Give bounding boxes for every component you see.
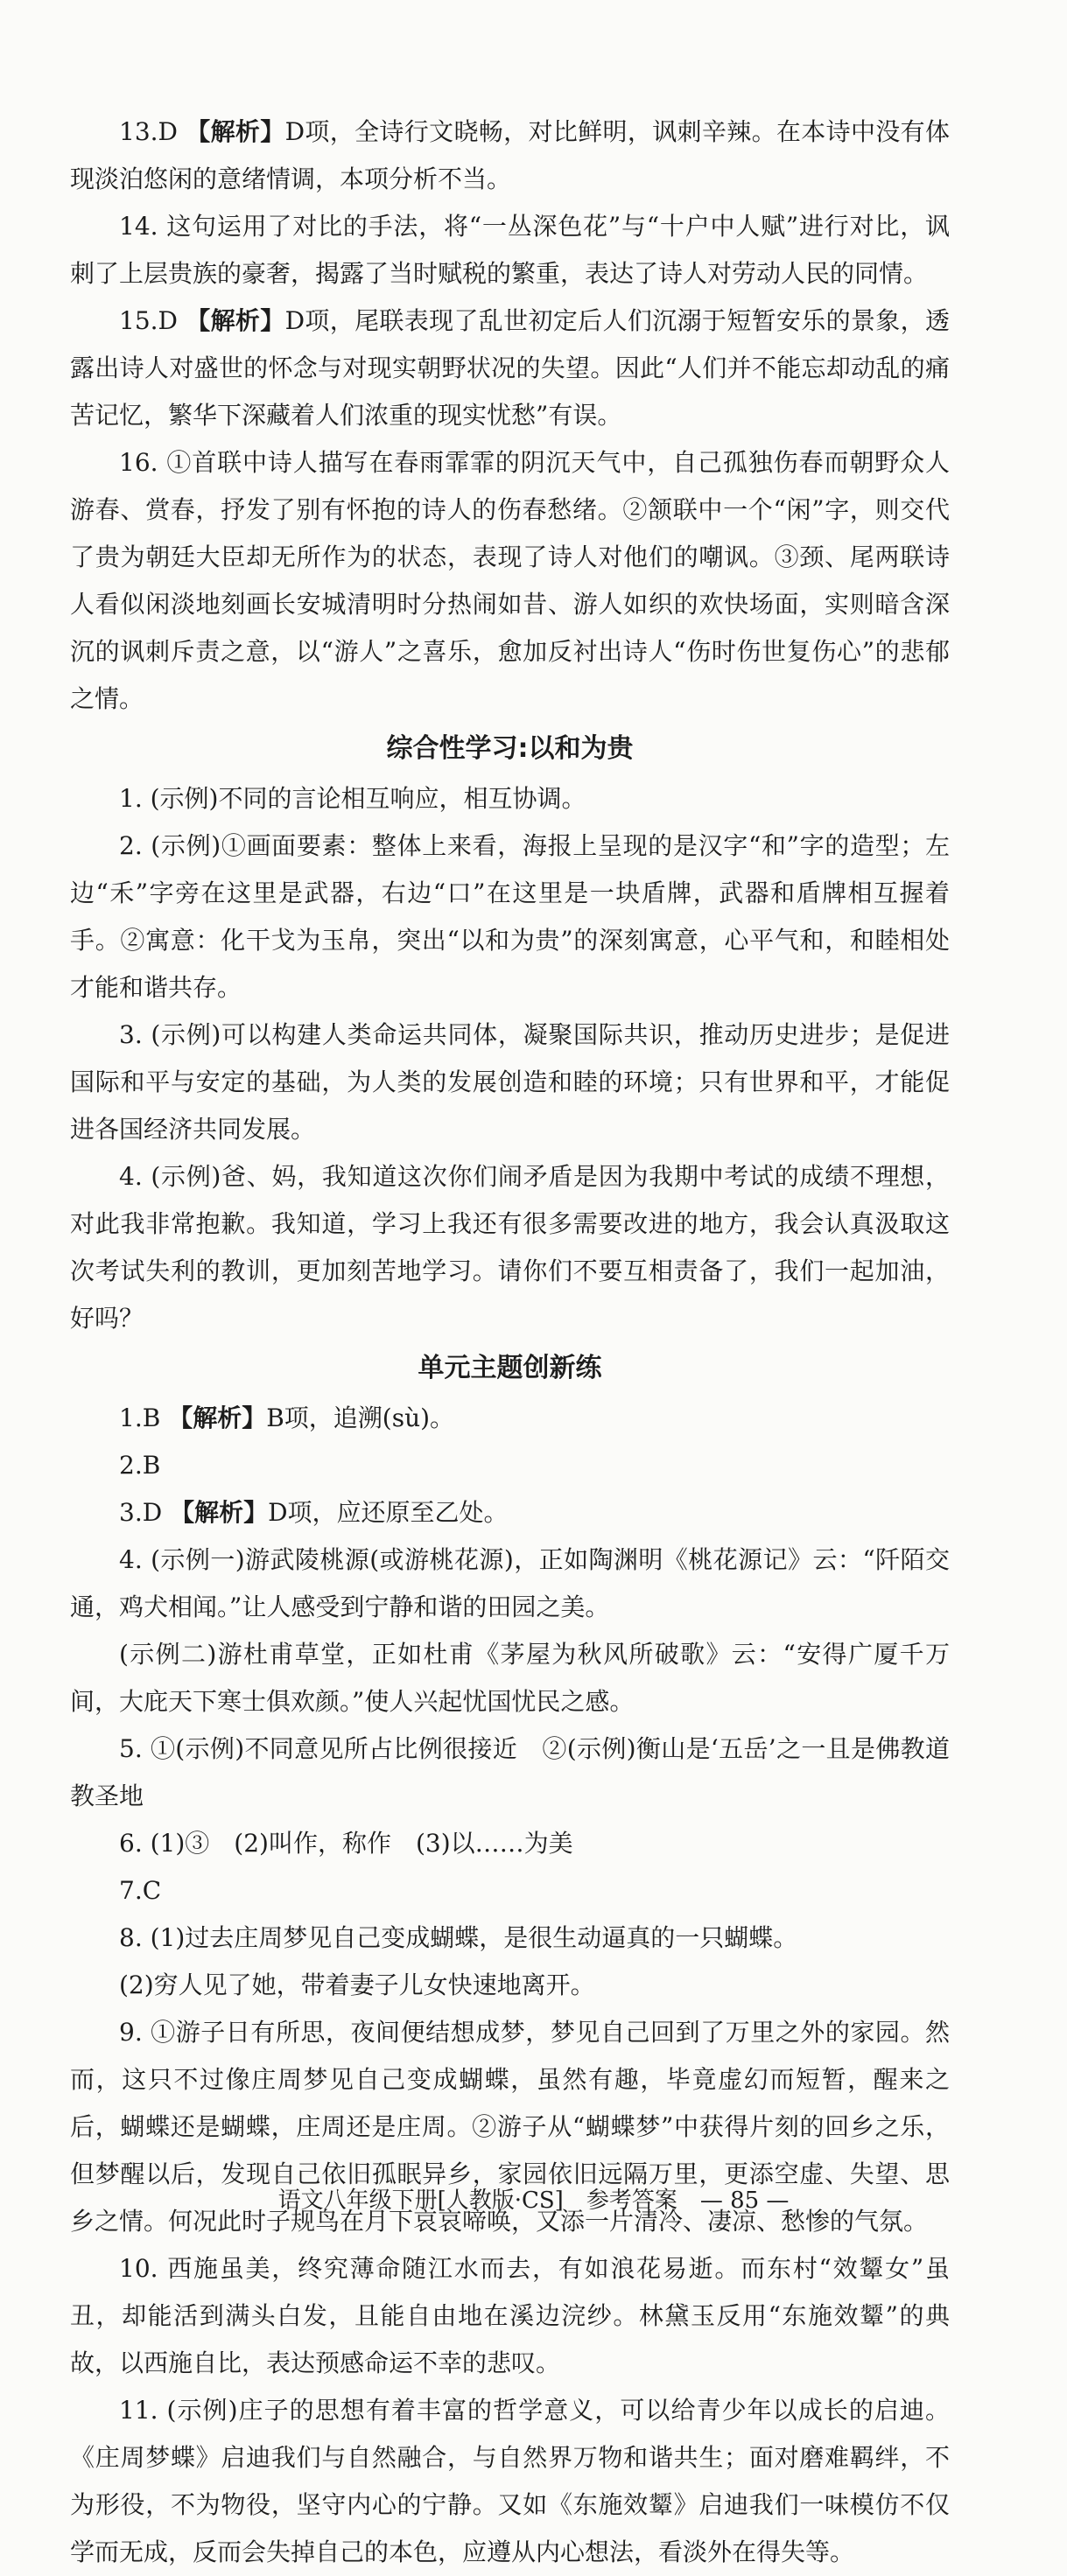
answer-item: [70, 1012, 950, 1153]
item-number: 8.: [119, 1923, 143, 1952]
section-title: 单元主题创新练: [418, 1353, 602, 1383]
answer-item: [70, 298, 950, 439]
item-number: 1.: [119, 784, 143, 813]
item-number: 15.D: [119, 306, 178, 335]
item-number: 13.D: [119, 117, 178, 146]
answer-item: [70, 775, 950, 822]
item-text: 这句运用了对比的手法，将“一丛深色花”与“十户中人赋”进行对比，讽刺了上层贵族的豪奢，揭露了当时赋税的繁重，表达了诗人对劳动人民的同情。: [70, 212, 950, 288]
item-number: 7.C: [119, 1876, 162, 1905]
answer-item: [70, 1153, 950, 1342]
item-text: D项，全诗行文晓畅，对比鲜明，讽刺辛辣。在本诗中没有体现淡泊悠闲的意绪情调，本项分析不当。: [70, 117, 950, 193]
answer-item: [70, 1820, 950, 1867]
item-text: (示例一)游武陵桃源(或游桃花源)，正如陶渊明《桃花源记》云：“阡陌交通，鸡犬相闻。”让人感受到宁静和谐的田园之美。: [70, 1545, 950, 1621]
item-number: 4.: [119, 1162, 143, 1191]
item-text: 西施虽美，终究薄命随江水而去，有如浪花易逝。而东村“效颦女”虽丑，却能活到满头白发，且能自由地在溪边浣纱。林黛玉反用“东施效颦”的典故，以西施自比，表达预感命运不幸的悲叹。: [70, 2254, 951, 2377]
item-number: 4.: [119, 1545, 143, 1574]
item-text: B项，追溯(sù)。: [266, 1404, 455, 1432]
answer-item: [70, 822, 950, 1012]
answer-item: [70, 2245, 950, 2387]
item-text: D项，尾联表现了乱世初定后人们沉溺于短暂安乐的景象，透露出诗人对盛世的怀念与对现实朝野状况的失望。因此“人们并不能忘却动乱的痛苦记忆，繁华下深藏着人们浓重的现实忧愁”有误。: [70, 306, 950, 430]
item-text: (示例二)游杜甫草堂，正如杜甫《茅屋为秋风所破歌》云：“安得广厦千万间，大庇天下寒士俱欢颜。”使人兴起忧国忧民之感。: [70, 1640, 950, 1716]
answer-item: [70, 1395, 950, 1442]
item-number: 1.B: [119, 1404, 161, 1432]
item-number: 11.: [119, 2396, 158, 2425]
item-text: (示例)①画面要素：整体上来看，海报上呈现的是汉字“和”字的造型；左边“禾”字旁在这里是武器，右边“口”在这里是一块盾牌，武器和盾牌相互握着手。②寓意：化干戈为玉帛，突出“以和为贵”的深刻寓意，心平气和，和睦相处才能和谐共存。: [70, 831, 950, 1002]
answer-item: [70, 439, 950, 723]
item-text: ①首联中诗人描写在春雨霏霏的阴沉天气中，自己孤独伤春而朝野众人游春、赏春，抒发了别有怀抱的诗人的伤春愁绪。②颔联中一个“闲”字，则交代了贵为朝廷大臣却无所作为的状态，表现了诗人对他们的嘲讽。③颈、尾两联诗人看似闲淡地刻画长安城清明时分热闹如昔、游人如织的欢快场面，实则暗含深沉的讽刺斥责之意，以“游人”之喜乐，愈加反衬出诗人“伤时伤世复伤心”的悲郁之情。: [70, 448, 950, 713]
item-text: D项，应还原至乙处。: [268, 1498, 509, 1527]
answer-item: [70, 1489, 950, 1536]
section-title: 综合性学习:以和为贵: [386, 733, 634, 764]
item-number: 2.B: [119, 1451, 161, 1480]
answer-item: [70, 1962, 950, 2009]
item-text: ①(示例)不同意见所占比例很接近 ②(示例)衡山是‘五岳’之一且是佛教道教圣地: [70, 1734, 950, 1810]
item-text: (示例)爸、妈，我知道这次你们闹矛盾是因为我期中考试的成绩不理想，对此我非常抱歉。我知道，学习上我还有很多需要改进的地方，我会认真汲取这次考试失利的教训，更加刻苦地学习。请你们不要互相责备了，我们一起加油，好吗？: [70, 1162, 950, 1333]
answer-item: [70, 108, 950, 203]
page-footer: 语文八年级下册[人教版·CS] 参考答案 — 85 —: [277, 2188, 790, 2214]
analysis-tag: 【解析】: [168, 1404, 267, 1432]
answer-item: [70, 1726, 950, 1820]
item-number: 14.: [119, 212, 158, 241]
answer-item: [70, 1867, 950, 1914]
analysis-tag: 【解析】: [186, 117, 285, 146]
item-text: (1)③ (2)叫作，称作 (3)以……为美: [150, 1829, 573, 1858]
answer-item: [70, 2387, 950, 2576]
analysis-tag: 【解析】: [186, 306, 285, 335]
item-text: (1)过去庄周梦见自己变成蝴蝶，是很生动逼真的一只蝴蝶。: [150, 1923, 798, 1952]
item-text: ①游子日有所思，夜间便结想成梦，梦见自己回到了万里之外的家园。然而，这只不过像庄周梦见自己变成蝴蝶，虽然有趣，毕竟虚幻而短暂，醒来之后，蝴蝶还是蝴蝶，庄周还是庄周。②游子从“蝴蝶梦”中获得片刻的回乡之乐，但梦醒以后，发现自己依旧孤眠异乡，家园依旧远隔万里，更添空虚、失望、思乡之情。何况此时子规鸟在月下哀哀啼唤，又添一片清冷、凄凉、愁惨的气氛。: [70, 2018, 950, 2236]
item-text: (示例)可以构建人类命运共同体，凝聚国际共识，推动历史进步；是促进国际和平与安定的基础，为人类的发展创造和睦的环境；只有世界和平，才能促进各国经济共同发展。: [70, 1020, 950, 1144]
item-number: 3.D: [119, 1498, 163, 1527]
answer-item: [70, 1442, 950, 1489]
item-text: (2)穷人见了她，带着妻子儿女快速地离开。: [119, 1970, 595, 1999]
item-number: 2.: [119, 831, 143, 860]
item-number: 10.: [119, 2254, 158, 2283]
answer-item: [70, 1536, 950, 1631]
item-number: 5.: [119, 1734, 143, 1763]
analysis-tag: 【解析】: [170, 1498, 269, 1527]
item-number: 9.: [119, 2018, 143, 2047]
item-text: (示例)庄子的思想有着丰富的哲学意义，可以给青少年以成长的启迪。《庄周梦蝶》启迪我们与自然融合，与自然界万物和谐共生；面对磨难羁绊，不为形役，不为物役，坚守内心的宁静。又如《东施效颦》启迪我们一味模仿不仅学而无成，反而会失掉自己的本色，应遵从内心想法，看淡外在得失等。: [70, 2396, 951, 2566]
answer-item: [70, 203, 950, 298]
answer-item: [70, 1631, 950, 1726]
item-text: (示例)不同的言论相互响应，相互协调。: [150, 784, 586, 813]
answer-item: [70, 1914, 950, 1962]
item-number: 6.: [119, 1829, 143, 1858]
item-number: 16.: [119, 448, 158, 477]
item-number: 3.: [119, 1020, 143, 1049]
